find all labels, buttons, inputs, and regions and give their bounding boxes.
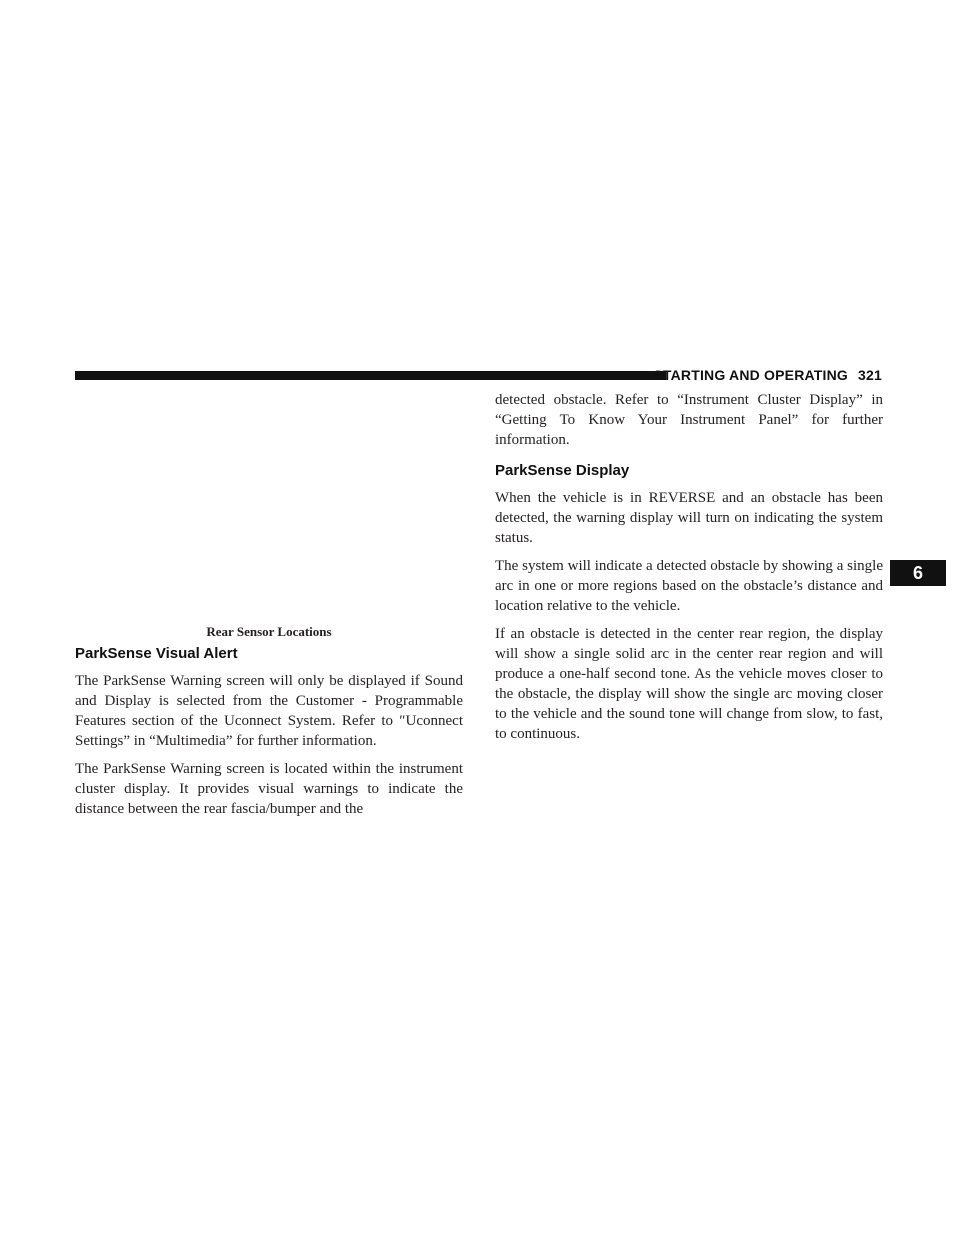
paragraph: The system will indicate a detected obstacle by showing a single arc in one or more regions based on the obstacle’s distance and location relative to the vehicle.	[495, 558, 883, 614]
paragraph: When the vehicle is in REVERSE and an obstacle has been detected, the warning display will turn on indicating the system status.	[495, 490, 883, 546]
chapter-tab: 6	[890, 560, 946, 586]
section-title: STARTING AND OPERATING	[653, 367, 849, 383]
left-column	[75, 645, 463, 827]
page-number: 321	[858, 367, 882, 383]
paragraph-continued: detected obstacle. Refer to “Instrument Cluster Display” in “Getting To Know Your Instrument Panel” for further information.	[495, 392, 883, 448]
figure-caption: Rear Sensor Locations	[206, 624, 332, 639]
section-heading-parksense-display: ParkSense Display	[495, 462, 630, 479]
running-header	[653, 367, 882, 383]
paragraph: The ParkSense Warning screen is located within the instrument cluster display. It provides visual warnings to indicate the distance between the rear fascia/bumper and the	[75, 761, 463, 817]
rear-sensor-figure	[75, 392, 463, 618]
header-rule	[75, 371, 666, 380]
paragraph: If an obstacle is detected in the center rear region, the display will show a single solid arc in the center rear region and will produce a one-half second tone. As the vehicle moves closer to the obstacle, the display will show the single arc moving closer to the vehicle and the sound tone will change from slow, to fast, to continuous.	[495, 626, 883, 742]
section-heading-visual-alert: ParkSense Visual Alert	[75, 645, 238, 662]
paragraph: The ParkSense Warning screen will only be displayed if Sound and Display is selected from the Customer - Programmable Features section of the Uconnect System. Refer to ″Uconnect Settings” in “Multimedia” for further information.	[75, 673, 463, 749]
right-column	[495, 390, 883, 752]
